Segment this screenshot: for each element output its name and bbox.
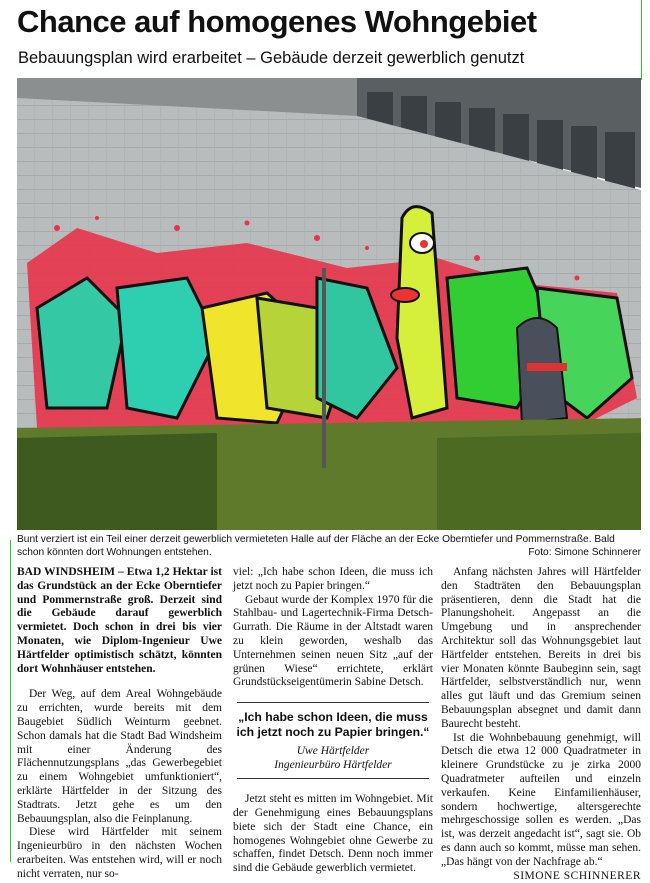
pull-quote	[233, 702, 433, 779]
body-paragraph: viel: „Ich habe schon Ideen, die muss ich jetzt noch zu Papier bringen.“	[233, 566, 433, 592]
column-2	[233, 566, 433, 876]
pull-quote-text: „Ich habe schon Ideen, die muss ich jetzt noch zu Papier bringen.“	[236, 710, 430, 740]
body-paragraph: Anfang nächsten Jahres will Härtfelder den Stadträten den Bebauungsplan präsentieren, denn die Stadt hat die Planungshoheit. Angepasst an die Umgebung und in ansprechender Architektur soll das Wohnungsgebiet laut Härtfelder entstehen. Bereits in drei bis vier Monaten könnte Baubeginn sein, sagt Härtfelder, selbstverständlich nur, wenn alles gut läuft und das Gremium seinen Bebauungsplan absegnet und damit dann Baurecht besteht.	[441, 566, 641, 730]
caption-text: Bunt verziert ist ein Teil einer derzeit gewerblich vermieteten Halle auf der Fläche an der Ecke Oberntiefer und Pommernstraße. Bald schon könnten dort Wohnungen entstehen.	[17, 534, 615, 558]
graffiti-photo	[17, 78, 641, 530]
column-1	[17, 566, 222, 882]
lead-paragraph: BAD WINDSHEIM – Etwa 1,2 Hektar ist das Grundstück an der Ecke Oberntiefer und Pommernstraße groß. Derzeit sind die Gebäude darauf gewerblich vermietet. Doch schon in drei bis vier Monaten, wie Diplom-Ingenieur Uwe Härtfelder optimistisch schätzt, könnten dort Wohnhäuser entstehen.	[17, 566, 222, 675]
pull-quote-author: Uwe Härtfelder	[296, 745, 370, 758]
pull-quote-attribution	[233, 740, 433, 778]
photo-caption	[17, 533, 641, 559]
body-paragraph: Jetzt steht es mitten im Wohngebiet. Mit der Genehmigung eines Bebauungsplans biete sich der Stadt eine Chance, ein homogenes Wohngebiet ohne Gewerbe zu schaffen, findet Detsch. Denn noch immer sind die Gebäude gewerblich vermietet.	[233, 793, 433, 875]
subheadline: Bebauungsplan wird erarbeitet – Gebäude derzeit gewerblich genutzt	[18, 49, 525, 67]
pull-quote-role: Ingenieurbüro Härtfelder	[274, 759, 392, 772]
author-signature: SIMONE SCHINNERER	[513, 869, 641, 882]
headline: Chance auf homogenes Wohngebiet	[17, 4, 537, 39]
scan-margin-line	[10, 540, 11, 862]
photo-credit: Foto: Simone Schinnerer	[528, 547, 641, 558]
body-paragraph: Ist die Wohnbebauung genehmigt, will Detsch die etwa 12 000 Quadratmeter in kleinere Grundstücke zu je zirka 2000 Quadratmeter aufteilen und einzeln verkaufen. Keine Einfamilienhäuser, sondern hochwertige, altersgerechte mehrgeschossige sollen es werden. „Das ist, was derzeit angedacht ist“, sagt sie. Ob es dann auch so kommt, müsse man sehen. „Das hängt von der Nachfrage ab.“	[441, 731, 641, 868]
body-paragraph: Diese wird Härtfelder mit seinem Ingenieurbüro in den nächsten Wochen erarbeiten. Was entstehen wird, will er noch nicht verraten, nur so-	[17, 826, 222, 880]
body-paragraph: Der Weg, auf dem Areal Wohngebäude zu errichten, wurde bereits mit dem Baugebiet Südlich Weinturm geebnet. Schon damals hat die Stadt Bad Windsheim mit einer Änderung des Flächennutzungsplans „das Gewerbegebiet zu einem Wohngebiet umfunktioniert“, erklärte Härtfelder in der Sitzung des Stadtrats. Jetzt gehe es um den Bebauungsplan, also die Feinplanung.	[17, 688, 222, 825]
quote-divider	[237, 778, 429, 779]
body-paragraph: Gebaut wurde der Komplex 1970 für die Stahlbau- und Lagertechnik-Firma Detsch-Gurrath. Die Räume in der Altstadt waren zu klein geworden, weshalb das Unternehmen seinen neuen Sitz „auf der grünen Wiese“ errichtete, erklärt Grundstückseigentümerin Sabine Detsch.	[233, 593, 433, 689]
scan-margin-line	[641, 0, 642, 80]
column-3	[441, 566, 641, 883]
